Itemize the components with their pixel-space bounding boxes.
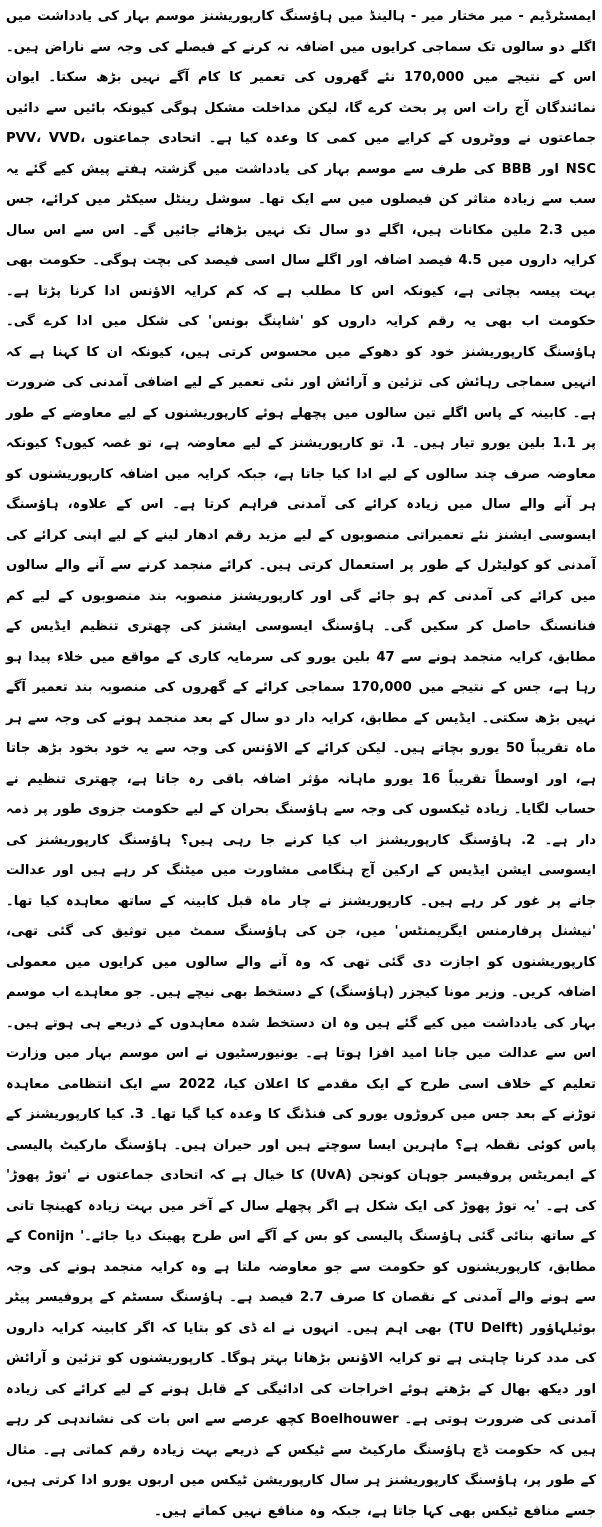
article-body: ایمسٹرڈیم - میر مختار میر - ہالینڈ میں ہاؤسنگ کارپوریشنز موسم بہار کی یادداشت میں اگلے دو سالوں تک سماجی کرایوں میں اضافہ نہ کرنے کے فیصلے کی وجہ سے ناراض ہیں۔ اس کے نتیجے میں 170,000 نئے گھروں کی تعمیر کا کام آگے نہیں بڑھ سکتا۔ ایوان نمائندگان آج رات اس پر بحث کرے گا، لیکن مداخلت مشکل ہوگی کیونکہ بائیں سے دائیں جماعتوں نے ووٹروں کے کرایے میں کمی کا وعدہ کیا ہے۔ اتحادی جماعتوں PVV، VVD، NSC اور BBB کی طرف سے موسم بہار کی یادداشت میں گزشتہ ہفتے پیش کیے گئے یہ سب سے زیادہ متاثر کن فیصلوں میں سے ایک تھا۔ سوشل رینٹل سیکٹر میں کرائے، جس میں 2.3 ملین مکانات ہیں، اگلے دو سال تک نہیں بڑھائے جائیں گے۔ اس سے اس سال کرایہ داروں میں 4.5 فیصد اضافہ اور اگلے سال اسی فیصد کی بچت ہوگی۔ حکومت بھی بہت پیسہ بچاتی ہے، کیونکہ اس کا مطلب ہے کہ کم کرایہ الاؤنس ادا کرنا پڑتا ہے۔ حکومت اب بھی یہ رقم کرایہ داروں کو 'شاپنگ بونس' کی شکل میں ادا کرے گی۔ ہاؤسنگ کارپوریشنز خود کو دھوکے میں محسوس کرتی ہیں، کیونکہ ان کا کہنا ہے کہ انہیں سماجی رہائش کی تزئین و آرائش اور نئی تعمیر کے لیے اضافی آمدنی کی ضرورت ہے۔ کابینہ کے پاس اگلے تین سالوں میں پچھلے ہوئے کارپوریشنوں کے لیے معاوضے کے طور پر 1.1 بلین یورو تیار ہیں۔ 1. تو کارپوریشنز کے لیے معاوضہ ہے، تو غصہ کیوں؟ کیونکہ معاوضہ صرف چند سالوں کے لیے ادا کیا جاتا ہے، جبکہ کرایہ میں اضافہ کارپوریشنوں کو ہر آنے والے سال میں زیادہ کرائے کی آمدنی فراہم کرتا ہے۔ اس کے علاوہ، ہاؤسنگ ایسوسی ایشنز نئے تعمیراتی منصوبوں کے لیے مزید رقم ادھار لینے کے لیے اپنی کرائے کی آمدنی کو کولیٹرل کے طور پر استعمال کرتی ہیں۔ کرائے منجمد کرنے سے آنے والے سالوں میں کرائے کی آمدنی کم ہو جائے گی اور کارپوریشنز منصوبہ بند منصوبوں کے لیے کم فنانسنگ حاصل کر سکیں گی۔ ہاؤسنگ ایسوسی ایشنز کی چھتری تنظیم ایڈیس کے مطابق، کرایہ منجمد ہونے سے 47 بلین یورو کی سرمایہ کاری کے مواقع میں خلاء پیدا ہو رہا ہے، جس کے نتیجے میں 170,000 سماجی کرائے کے گھروں کی منصوبہ بند تعمیر آگے نہیں بڑھ سکتی۔ ایڈیس کے مطابق، کرایہ دار دو سال کے بعد منجمد ہونے کی وجہ سے ہر ماہ تقریباً 50 یورو بچاتے ہیں۔ لیکن کرائے کے الاؤنس کی وجہ سے یہ خود بخود بڑھ جاتا ہے، اور اوسطاً تقریباً 16 یورو ماہانہ مؤثر اضافہ باقی رہ جاتا ہے، چھتری تنظیم نے حساب لگایا۔ زیادہ ٹیکسوں کی وجہ سے ہاؤسنگ بحران کے لیے حکومت جزوی طور پر ذمہ دار ہے۔ 2. ہاؤسنگ کارپوریشنز اب کیا کرنے جا رہی ہیں؟ ہاؤسنگ کارپوریشنز کی ایسوسی ایشن ایڈیس کے ارکین آج ہنگامی مشاورت میں میٹنگ کر رہے ہیں اور عدالت جانے پر غور کر رہے ہیں۔ کارپوریشنز نے چار ماہ قبل کابینہ کے ساتھ معاہدہ کیا تھا۔ 'نیشنل پرفارمنس ایگریمنٹس' میں، جن کی ہاؤسنگ سمٹ میں توثیق کی گئی تھی، کارپوریشنوں کو اجازت دی گئی تھی کہ وہ آنے والے سالوں میں کرایوں میں معمولی اضافہ کریں۔ وزیر مونا کیجزر (ہاؤسنگ) کے دستخط بھی نیچے ہیں۔ جو معاہدے اب موسم بہار کی یادداشت میں کیے گئے ہیں وہ ان دستخط شدہ معاہدوں کے ذریعے ہی ہوتے ہیں۔ اس سے عدالت میں جانا امید افزا ہوتا ہے۔ یونیورسٹیوں نے اس موسم بہار میں وزارت تعلیم کے خلاف اسی طرح کے ایک مقدمے کا اعلان کیا، 2022 سے ایک انتظامی معاہدہ توڑنے کے بعد جس میں کروڑوں یورو کی فنڈنگ کا وعدہ کیا گیا تھا۔ 3. کیا کارپوریشنز کے پاس کوئی نقطہ ہے؟ ماہرین ایسا سوچتے ہیں اور حیران ہیں۔ ہاؤسنگ مارکیٹ پالیسی کے ایمریٹس پروفیسر جوہان کونجن (UvA) کا خیال ہے کہ اتحادی جماعتوں نے 'توڑ پھوڑ' کی ہے۔ 'یہ توڑ پھوڑ کی ایک شکل ہے اگر پچھلے سال کے آخر میں بہت زیادہ کھینچا تانی کے ساتھ بنائی گئی ہاؤسنگ پالیسی کو بس کے آگے اس طرح پھینک دیا جائے۔' Conijn کے مطابق، کارپوریشنوں کو حکومت سے جو معاوضہ ملتا ہے وہ کرایہ منجمد ہونے کی وجہ سے ہونے والے آمدنی کے نقصان کا صرف 2.7 فیصد ہے۔ ہاؤسنگ سسٹم کے پروفیسر پیٹر بوئیلہاؤور (TU Delft) بھی اہم ہیں۔ انہوں نے اے ڈی کو بتایا کہ اگر کابینہ کرایہ داروں کی مدد کرنا چاہتی ہے تو کرایہ الاؤنس بڑھانا بہتر ہوگا۔ کارپوریشنوں کو تزئین و آرائش اور دیکھ بھال کے بڑھتے ہوئے اخراجات کی ادائیگی کے قابل ہونے کے لیے کرائے کی زیادہ آمدنی کی ضرورت ہوتی ہے۔ Boelhouwer کچھ عرصے سے اس بات کی نشاندہی کر رہے ہیں کہ حکومت ڈچ ہاؤسنگ مارکیٹ سے ٹیکس کے ذریعے بہت زیادہ رقم کماتی ہے۔ مثال کے طور پر، ہاؤسنگ کارپوریشنز ہر سال کارپوریشن ٹیکس میں اربوں یورو ادا کرتی ہیں، جسے منافع ٹیکس بھی کہا جاتا ہے، جبکہ وہ منافع نہیں کماتے ہیں۔	[5, 9, 596, 1519]
